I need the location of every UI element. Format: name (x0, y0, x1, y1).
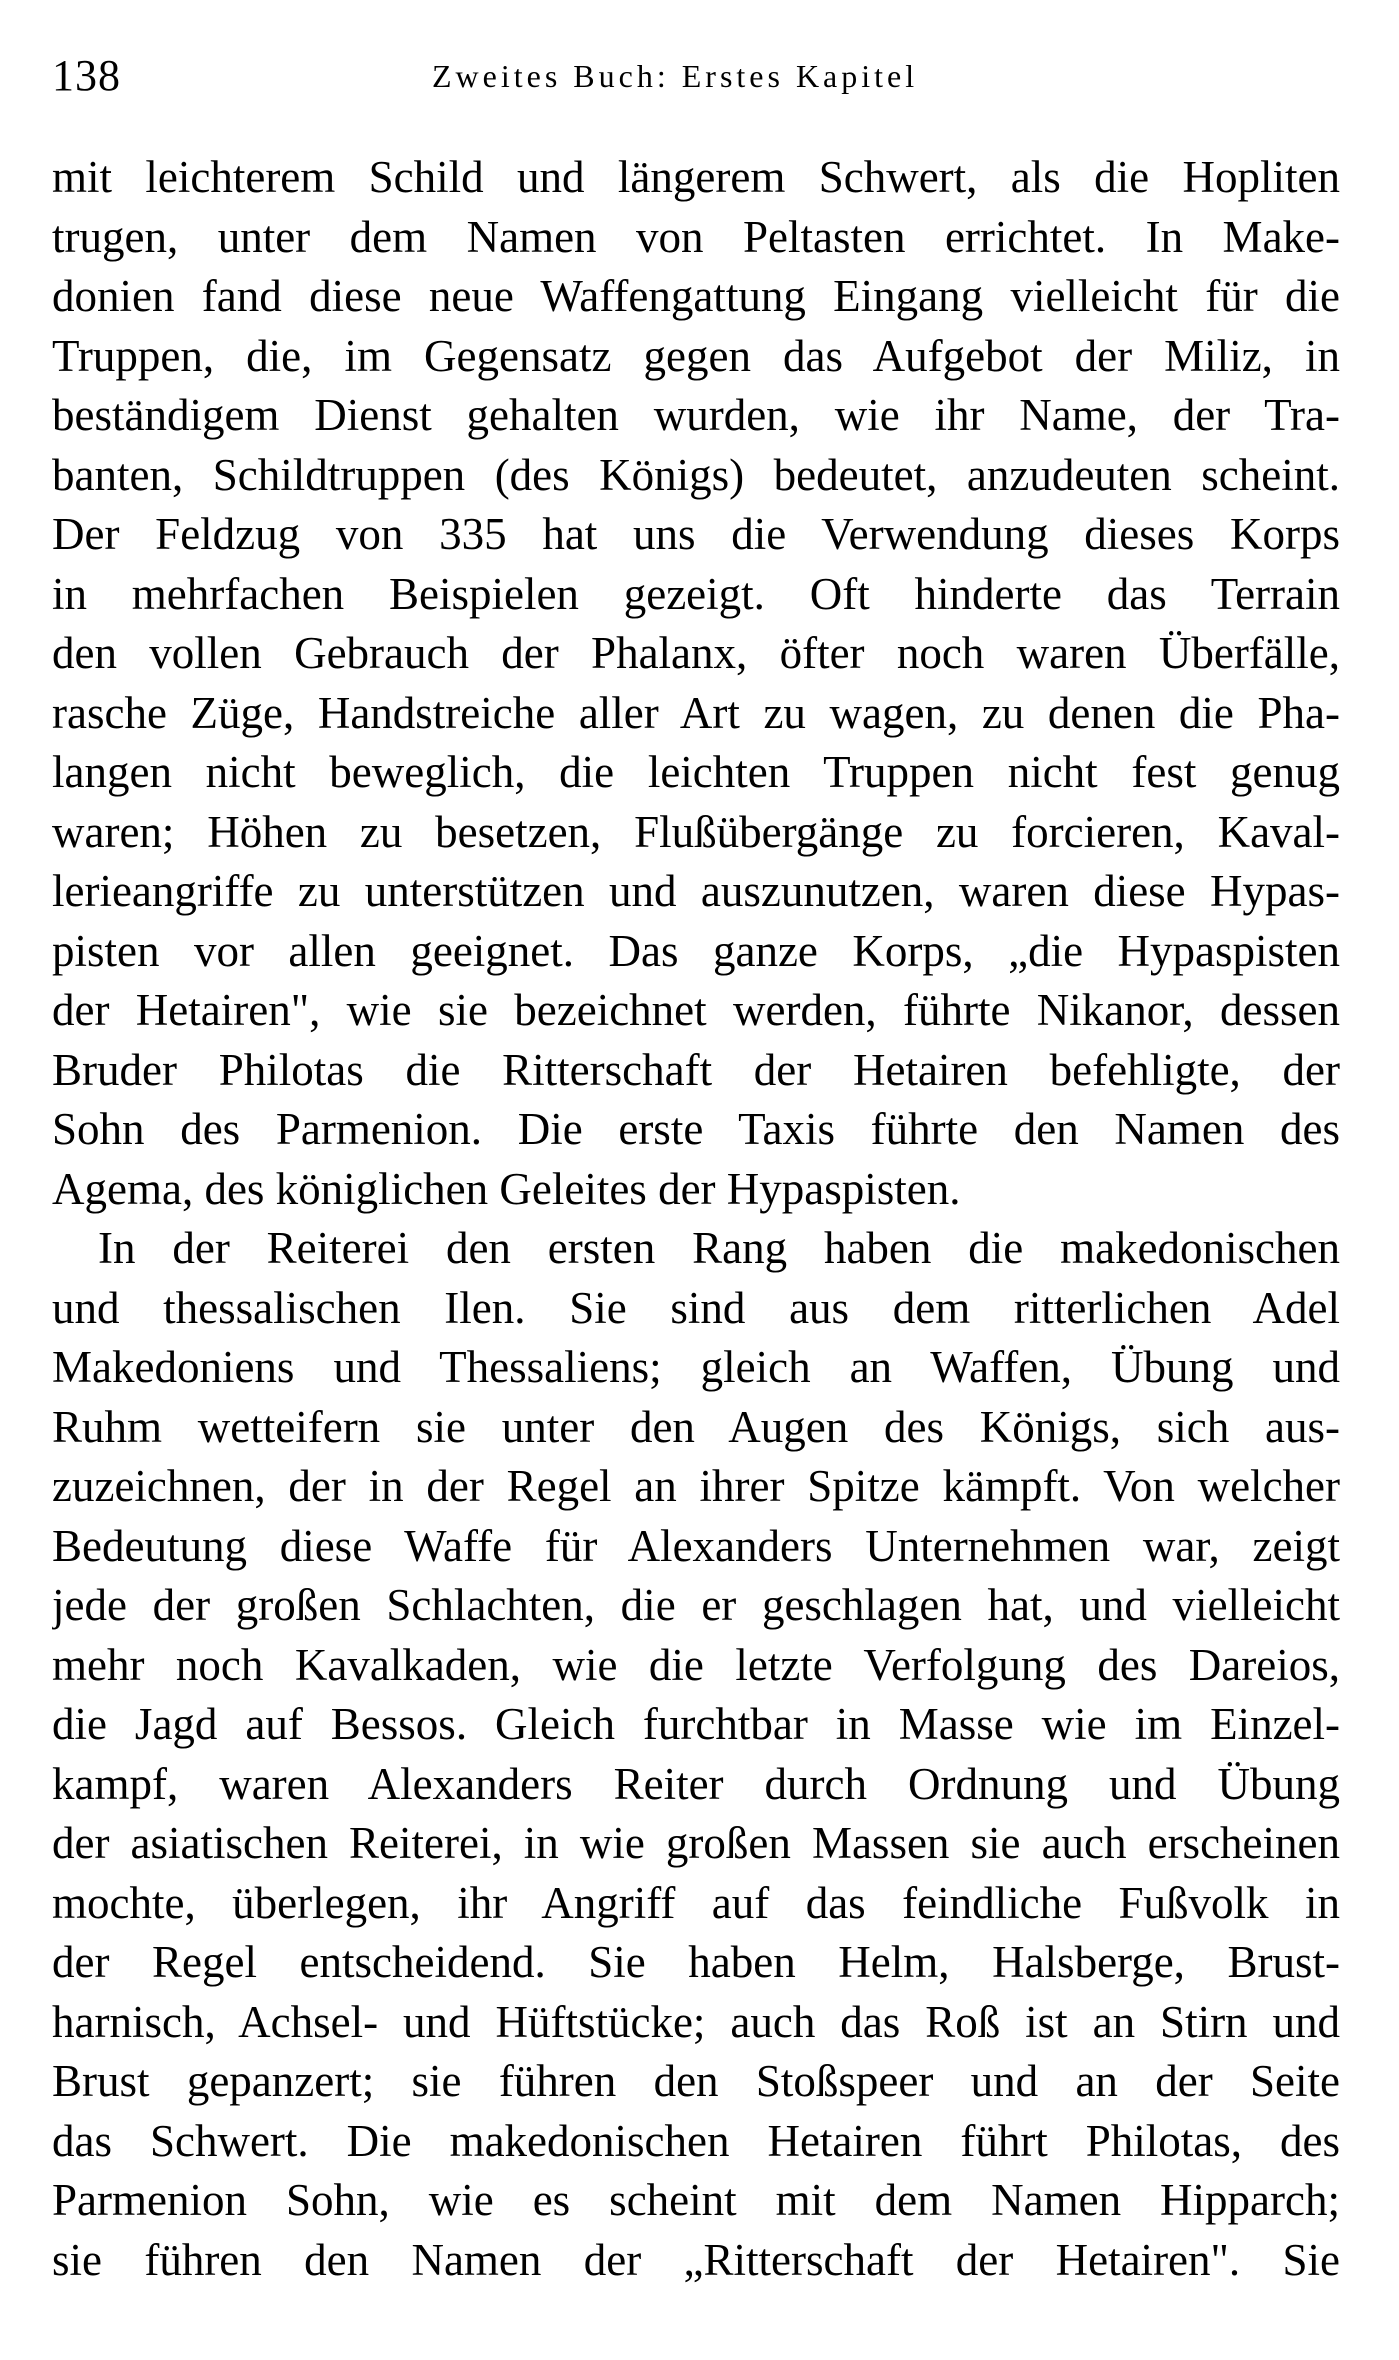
text-line: den vollen Gebrauch der Phalanx, öfter noch waren Überfälle, (52, 628, 1340, 678)
text-line: lerieangriffe zu unterstützen und auszunutzen, waren diese Hypas- (52, 866, 1340, 916)
text-line: pisten vor allen geeignet. Das ganze Korps, „die Hypaspisten (52, 925, 1340, 976)
text-line: Sohn des Parmenion. Die erste Taxis führte den Namen des (52, 1104, 1340, 1154)
paragraph (52, 1219, 1340, 2290)
text-line: jede der großen Schlachten, die er geschlagen hat, und vielleicht (52, 1580, 1340, 1630)
text-line: Parmenion Sohn, wie es scheint mit dem Namen Hipparch; (52, 2175, 1340, 2225)
text-line: Bedeutung diese Waffe für Alexanders Unternehmen war, zeigt (52, 1520, 1340, 1571)
text-line: der asiatischen Reiterei, in wie großen Massen sie auch erscheinen (52, 1818, 1340, 1868)
page-number: 138 (52, 51, 121, 100)
text-line: waren; Höhen zu besetzen, Flußübergänge zu forcieren, Kaval- (52, 806, 1340, 857)
text-line: trugen, unter dem Namen von Peltasten errichtet. In Make- (52, 211, 1340, 262)
text-line: Bruder Philotas die Ritterschaft der Hetairen befehligte, der (52, 1044, 1340, 1095)
text-line: Makedoniens und Thessaliens; gleich an Waffen, Übung und (52, 1342, 1340, 1392)
text-line: banten, Schildtruppen (des Königs) bedeutet, anzudeuten scheint. (52, 449, 1340, 500)
text-line: in mehrfachen Beispielen gezeigt. Oft hinderte das Terrain (52, 568, 1340, 619)
paragraph (52, 148, 1340, 1219)
text-line: sie führen den Namen der „Ritterschaft der Hetairen". Sie (52, 2234, 1340, 2285)
page-header (52, 42, 1342, 112)
text-line: der Hetairen", wie sie bezeichnet werden, führte Nikanor, dessen (52, 985, 1340, 1035)
text-line: Brust gepanzert; sie führen den Stoßspeer und an der Seite (52, 2056, 1340, 2106)
text-line: donien fand diese neue Waffengattung Eingang vielleicht für die (52, 271, 1340, 321)
text-line: beständigem Dienst gehalten wurden, wie ihr Name, der Tra- (52, 390, 1340, 440)
text-line: harnisch, Achsel- und Hüftstücke; auch das Roß ist an Stirn und (52, 1996, 1340, 2047)
text-line: In der Reiterei den ersten Rang haben die makedonischen (98, 1223, 1340, 1273)
running-head: Zweites Buch: Erstes Kapitel (432, 58, 919, 94)
text-line: rasche Züge, Handstreiche aller Art zu wagen, zu denen die Pha- (52, 687, 1340, 738)
text-line: kampf, waren Alexanders Reiter durch Ordnung und Übung (52, 1758, 1340, 1809)
text-line: langen nicht beweglich, die leichten Truppen nicht fest genug (52, 747, 1340, 797)
text-line: das Schwert. Die makedonischen Hetairen führt Philotas, des (52, 2115, 1340, 2166)
text-line: mehr noch Kavalkaden, wie die letzte Verfolgung des Dareios, (52, 1639, 1340, 1690)
text-line: die Jagd auf Bessos. Gleich furchtbar in Masse wie im Einzel- (52, 1699, 1340, 1749)
text-line: Ruhm wetteifern sie unter den Augen des Königs, sich aus- (52, 1401, 1340, 1452)
body-text (52, 148, 1340, 2290)
text-line: und thessalischen Ilen. Sie sind aus dem ritterlichen Adel (52, 1282, 1340, 1333)
text-line: zuzeichnen, der in der Regel an ihrer Spitze kämpft. Von welcher (52, 1461, 1340, 1511)
text-line: Truppen, die, im Gegensatz gegen das Aufgebot der Miliz, in (52, 330, 1340, 381)
text-line: Agema, des königlichen Geleites der Hypaspisten. (52, 1163, 961, 1214)
text-line: mochte, überlegen, ihr Angriff auf das feindliche Fußvolk in (52, 1877, 1340, 1928)
text-line: mit leichterem Schild und längerem Schwert, als die Hopliten (52, 152, 1340, 202)
text-line: der Regel entscheidend. Sie haben Helm, Halsberge, Brust- (52, 1937, 1340, 1987)
text-line: Der Feldzug von 335 hat uns die Verwendung dieses Korps (52, 509, 1340, 559)
